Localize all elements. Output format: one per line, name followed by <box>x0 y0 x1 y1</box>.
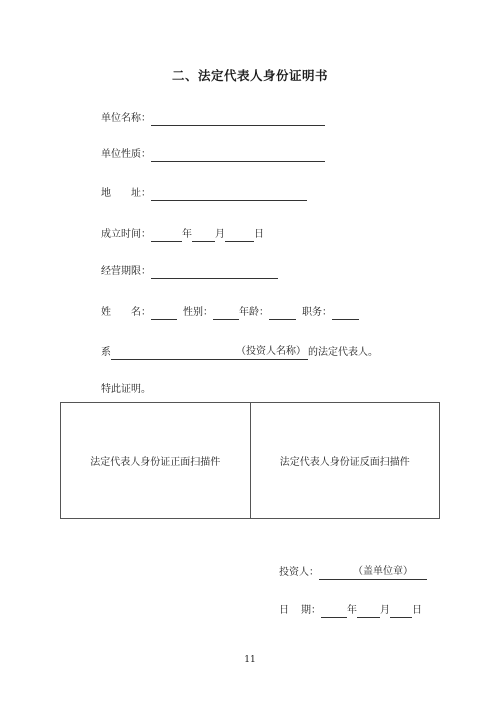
date-label-1: 日 <box>279 605 289 616</box>
month-label: 月 <box>215 229 225 240</box>
name-label-1: 姓 <box>101 307 111 318</box>
term-blank[interactable] <box>151 267 278 279</box>
id-scan-table <box>60 402 440 519</box>
gender-label: 性别： <box>183 307 213 318</box>
is-prefix: 系 <box>101 347 111 358</box>
unit-name-blank[interactable] <box>151 114 325 126</box>
certify-text: 特此证明。 <box>101 384 151 395</box>
sign-month-label: 月 <box>380 605 390 616</box>
unit-name-label: 单位名称： <box>101 113 151 124</box>
seal-hint: （盖单位章） <box>349 565 427 580</box>
sign-year-blank[interactable] <box>321 606 347 618</box>
established-label: 成立时间： <box>101 229 151 240</box>
year-label: 年 <box>182 229 192 240</box>
page-title: 二、法定代表人身份证明书 <box>171 68 328 83</box>
address-row <box>101 187 307 201</box>
address-label-2: 址： <box>131 188 151 199</box>
is-suffix: 的法定代表人。 <box>308 347 378 358</box>
age-label: 年龄： <box>239 307 269 318</box>
id-front-cell[interactable] <box>61 403 251 518</box>
unit-nature-row <box>101 148 325 162</box>
id-back-cell[interactable] <box>251 403 440 518</box>
unit-nature-label: 单位性质： <box>101 149 151 160</box>
term-row <box>101 265 278 279</box>
sign-day-label: 日 <box>412 605 422 616</box>
established-row <box>101 228 264 242</box>
unit-nature-blank[interactable] <box>151 150 325 162</box>
unit-name-row <box>101 112 325 126</box>
established-day-blank[interactable] <box>225 230 254 242</box>
position-label: 职务： <box>302 307 332 318</box>
investor-name-hint: （投资人名称） <box>234 345 308 360</box>
name-label-2: 名： <box>131 307 151 318</box>
date-label-2: 期： <box>301 605 321 616</box>
certify-row <box>101 383 151 397</box>
sign-month-blank[interactable] <box>357 606 380 618</box>
age-blank[interactable] <box>269 308 296 320</box>
id-front-label: 法定代表人身份证正面扫描件 <box>90 457 221 468</box>
established-month-blank[interactable] <box>192 230 215 242</box>
date-sign-row <box>279 604 422 618</box>
sign-year-label: 年 <box>347 605 357 616</box>
id-back-label: 法定代表人身份证反面扫描件 <box>279 457 410 468</box>
investor-blank-left[interactable] <box>319 568 349 580</box>
legal-rep-row <box>101 345 378 360</box>
gender-blank[interactable] <box>213 308 239 320</box>
investor-sign-row <box>279 565 427 580</box>
person-row <box>101 306 359 320</box>
investor-name-blank[interactable] <box>111 348 234 360</box>
term-label: 经营期限： <box>101 266 151 277</box>
established-year-blank[interactable] <box>151 230 182 242</box>
page-number: 11 <box>244 655 256 665</box>
day-label: 日 <box>254 229 264 240</box>
address-blank[interactable] <box>151 189 307 201</box>
name-blank[interactable] <box>151 308 177 320</box>
position-blank[interactable] <box>332 308 359 320</box>
investor-label: 投资人： <box>279 567 319 578</box>
sign-day-blank[interactable] <box>390 606 412 618</box>
address-label-1: 地 <box>101 188 111 199</box>
